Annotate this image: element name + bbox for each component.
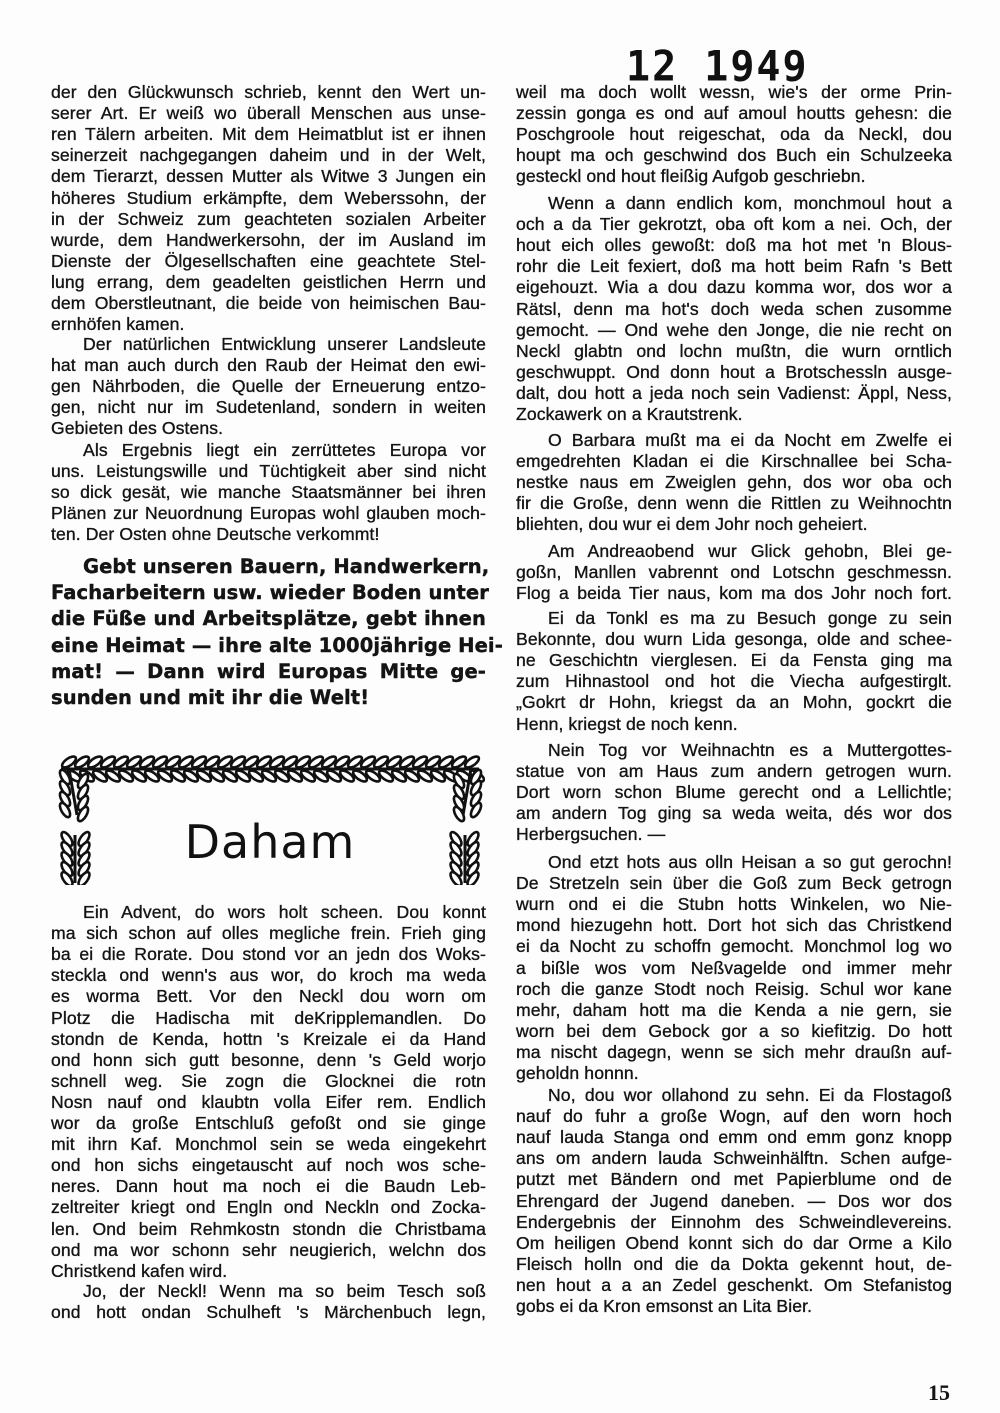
- text-line: schnell weg. Sie zogn die Glocknei die rotn: [51, 1070, 486, 1091]
- text-line: zeltreiter kriegt ond Engln ond Neckln ond Zocka-: [51, 1197, 486, 1218]
- text-line: ernhöfen kamen.: [51, 314, 185, 335]
- text-line: nen hout a a an Zedel geschenkt. Om Stefanistog: [516, 1274, 952, 1295]
- text-line: höheres Studium erkämpfte, dem Weberssohn, der: [51, 187, 486, 208]
- text-line: ond hott ondan Schulheft 's Märchenbuch legn,: [51, 1302, 486, 1323]
- text-line: zessin gonga es ond auf amoul houtts gehesn: die: [516, 103, 952, 124]
- text-line: Christkend kafen wird.: [51, 1260, 228, 1281]
- text-line: Flog a beida Tier naus, kom ma dos Johr noch fort.: [516, 583, 952, 604]
- text-line: Ehrengard der Jugend daneben. — Dos wor dos: [516, 1190, 952, 1211]
- text-line: Henn, kriegst de noch kenn.: [516, 713, 738, 734]
- page-number: 15: [928, 1380, 950, 1405]
- text-line: gobs ei da Kron emsonst an Lita Bier.: [516, 1296, 813, 1316]
- appeal-line: eine Heimat — ihre alte 1000jährige Hei-: [51, 633, 503, 657]
- text-line: Herbergsuchen. —: [516, 824, 666, 845]
- text-line: ba ei die Rorate. Dou stond vor an jedn dos Woks-: [51, 944, 486, 965]
- appeal-line: Facharbeitern usw. wieder Boden unter: [51, 581, 489, 605]
- text-line: Am Andreaobend wur Glick gehobn, Blei ge-: [548, 541, 952, 561]
- text-line: Gebieten des Ostens.: [51, 418, 224, 439]
- text-line: Wenn a dann endlich kom, monchmoul hout a: [548, 193, 952, 213]
- text-line: in der Schweiz zum geachteten sozialen Arbeiter: [51, 208, 486, 229]
- text-line: am andern Tog ging sa weda weita, dés wor dos: [516, 803, 952, 824]
- text-line: steckla ond wenn's aus wor, do kroch ma weda: [51, 965, 486, 986]
- text-line: zum Hihnastool ond hot die Viecha aufgestirglt.: [516, 671, 952, 692]
- text-line: dem Oberstleutnant, die beide von heimischen Bau-: [51, 293, 486, 313]
- text-line: der den Glückwunsch schrieb, kennt den Wert un-: [51, 82, 486, 102]
- text-line: ma sich schon auf olles megliche frein. Frieh ging: [51, 923, 486, 944]
- text-line: Dienste der Ölgesellschaften eine geachtete Stel-: [51, 250, 486, 271]
- text-line: ond ma wor schonn sehr neugierich, welchn dos: [51, 1239, 486, 1260]
- text-line: mehr, daham hott ma die Kenda a nie gern, sie: [516, 999, 952, 1020]
- text-line: nauf lauda Stanga ond emm ond emm gonz knopp: [516, 1127, 952, 1148]
- appeal-line: mat! — Dann wird Europas Mitte ge-: [51, 659, 486, 683]
- text-line: a bißle wos vom Neßvagelde ond immer mehr: [516, 957, 952, 978]
- text-line: gesteckl ond hout fleißig Aufgob geschriebn.: [516, 166, 866, 187]
- text-line: Om heiligen Obend konnt sich do dar Orme a Kilo: [516, 1232, 952, 1253]
- text-line: serer Art. Er weiß wo überall Menschen aus unse-: [51, 103, 486, 124]
- text-line: No, dou wor ollahond zu sehn. Ei da Flostagoß: [548, 1085, 952, 1105]
- text-line: ond honn sich gutt besonne, denn 's Geld worjo: [51, 1049, 486, 1070]
- text-line: Bekonnte, dou wurn Lida gesonga, olde and schee-: [516, 629, 952, 650]
- text-line: ma nischt dagegn, wenn se sich mehr draußn auf-: [516, 1041, 952, 1062]
- date-stamp: 12 1949: [626, 42, 809, 92]
- text-line: Nein Tog vor Weihnachtn es a Muttergottes-: [548, 740, 952, 760]
- text-line: Dort worn schon Blume gerecht ond a Lellichtle;: [516, 782, 952, 803]
- text-line: Fleisch holln ond die da Dokta gekennt hout, de-: [516, 1253, 952, 1274]
- text-line: ten. Der Osten ohne Deutsche verkommt!: [51, 524, 380, 545]
- text-line: goßn, Manllen vabrennt ond Lotschn geschmessn.: [516, 562, 952, 583]
- text-line: fir die Große, denn wenn die Rittlen zu Weihnochtn: [516, 493, 952, 514]
- text-line: seinerzeit nachgegangen daheim und in der Welt,: [51, 145, 486, 166]
- text-line: so dick gesät, wie manche Staatsmänner bei ihren: [51, 482, 486, 503]
- text-line: gen, nicht nur im Sudetenland, sondern in weiten: [51, 397, 486, 418]
- text-line: worn bei dem Gebock gor a so kiefitzig. Do hott: [516, 1020, 952, 1041]
- text-line: Ei da Tonkl es ma zu Besuch gonge zu sein: [548, 608, 952, 628]
- text-line: eigehouzt. Wia a dou dazu komma wor, dos wor a: [516, 277, 952, 298]
- text-line: dalt, dou hott a jeda noch sein Vadienst: Äppl, Ness,: [516, 382, 952, 403]
- appeal-line: Gebt unseren Bauern, Handwerkern,: [83, 555, 490, 578]
- text-line: emgedrehten Kladan ei die Kirschnallee bei Scha-: [516, 451, 952, 472]
- text-line: Plotz die Hadischa mit deKripplemandlen. Do: [51, 1007, 486, 1028]
- text-line: gen Nährboden, die Quelle der Erneuerung entzo-: [51, 376, 486, 397]
- text-line: nauf do fuhr a große Wogn, auf den worn hoch: [516, 1106, 952, 1127]
- text-line: Plänen zur Neuordnung Europas wohl glauben moch-: [51, 503, 486, 524]
- text-line: hout eich olles gewoßt: doß ma hot met 'n Blous-: [516, 235, 952, 256]
- appeal-line: die Füße und Arbeitsplätze, gebt ihnen: [51, 607, 486, 631]
- appeal-line: sunden und mit ihr die Welt!: [51, 686, 370, 709]
- text-line: ans om andern lauda Schweinhälftn. Schen aufge-: [516, 1148, 952, 1169]
- text-line: Rätsl, denn ma hot's doch weda schen zusomme: [516, 298, 952, 319]
- text-line: hat man auch durch den Raub der Heimat den ewi-: [51, 355, 486, 376]
- text-line: Jo, der Neckl! Wenn ma so beim Tesch soß: [83, 1281, 486, 1301]
- text-line: roch die ganze Stodt noch Reisig. Schul wor kane: [516, 978, 952, 999]
- text-line: bliehten, dou wur ei dem Johr noch geheiert.: [516, 514, 868, 535]
- text-line: rohr die Leit fexiert, doß ma hott beim Rafn 's Bett: [516, 256, 952, 277]
- text-line: „Gokrt dr Hohn, kriegst da an Mohn, gockrt die: [516, 692, 952, 713]
- text-line: ren Tälern arbeiten. Mit dem Heimatblut ist er ihnen: [51, 124, 486, 145]
- text-line: Nosn nauf ond klaubtn volla Eifer rem. Endlich: [51, 1091, 486, 1112]
- text-line: gemocht. — Ond wehe den Jonge, die nie recht on: [516, 319, 952, 340]
- text-line: mond hiezugehn hott. Dort hot sich das Christkend: [516, 915, 952, 936]
- text-line: O Barbara mußt ma ei da Nocht em Zwelfe ei: [548, 430, 952, 450]
- text-line: wor da große Entschluß gefoßt ond sie ginge: [51, 1113, 486, 1133]
- text-line: geholdn honnn.: [516, 1063, 639, 1083]
- text-line: nestke naus em Zweiglen gehn, dos wor oba och: [516, 472, 952, 493]
- text-line: neres. Dann hout ma noch ei die Baudn Leb-: [51, 1176, 486, 1197]
- text-line: lung errang, dem geadelten geistlichen Herrn und: [51, 271, 486, 292]
- text-line: ei da Nocht zu schoffn gemocht. Monchmol log wo: [516, 936, 952, 957]
- text-line: Neckl glabtn ond lochn mußtn, die wurn orntlich: [516, 340, 952, 361]
- text-line: uns. Leistungswille und Tüchtigkeit aber sind nicht: [51, 461, 486, 482]
- text-line: ond hon sichs eingetauscht auf noch wos sche-: [51, 1155, 486, 1176]
- text-line: putzt met Bändern ond met Papierblume ond de: [516, 1169, 952, 1190]
- text-line: ne Geschichtn vierglesen. Ei da Fensta ging ma: [516, 650, 952, 671]
- text-line: Ond etzt hots aus olln Heisan a so gut gerochn!: [548, 852, 952, 872]
- text-line: len. Ond beim Rehmkostn stondn die Christbama: [51, 1218, 486, 1239]
- text-line: och a da Tier gekrotzt, oba oft kom a nei. Och, der: [516, 214, 952, 235]
- text-line: statue von am Haus zum andern getrogen wurn.: [516, 761, 952, 782]
- section-title: Daham: [184, 815, 356, 869]
- text-line: geschwuppt. Ond donn hout a Brotschessln ausge-: [516, 361, 952, 382]
- text-line: Zockawerk on a Krautstrenk.: [516, 404, 743, 424]
- text-line: weil ma doch wollt wessn, wie's der orme Prin-: [516, 82, 952, 102]
- text-line: De Stretzeln sein über die Goß zum Beck getrogn: [516, 873, 952, 894]
- text-line: Ein Advent, do wors holt scheen. Dou konnt: [83, 902, 486, 922]
- text-line: Endergebnis der Einnohm des Schweindlevereins.: [516, 1211, 952, 1232]
- text-line: mit ihrn Kaf. Monchmol sein se weda eingekehrt: [51, 1134, 486, 1155]
- text-line: Poschgroole hout reigeschat, oda da Neckl, dou: [516, 124, 952, 145]
- text-line: houpt ma och geschwind dos Buch ein Schulzeeka: [516, 145, 952, 166]
- text-line: es worma Bett. Vor den Neckl dou worn om: [51, 986, 486, 1007]
- text-line: dem Tierarzt, dessen Mutter als Witwe 3 Jungen ein: [51, 166, 486, 187]
- text-line: stondn de Kenda, hottn 's Kreizale ei da Hand: [51, 1028, 486, 1049]
- daham-banner: [55, 755, 485, 885]
- text-line: wurn ond ei die Stubn hotts Winkelen, wo Nie-: [516, 894, 952, 915]
- text-line: wurde, dem Handwerkersohn, der im Ausland im: [51, 229, 486, 250]
- text-line: Als Ergebnis liegt ein zerrüttetes Europa vor: [83, 440, 486, 460]
- text-line: Der natürlichen Entwicklung unserer Landsleute: [83, 334, 486, 354]
